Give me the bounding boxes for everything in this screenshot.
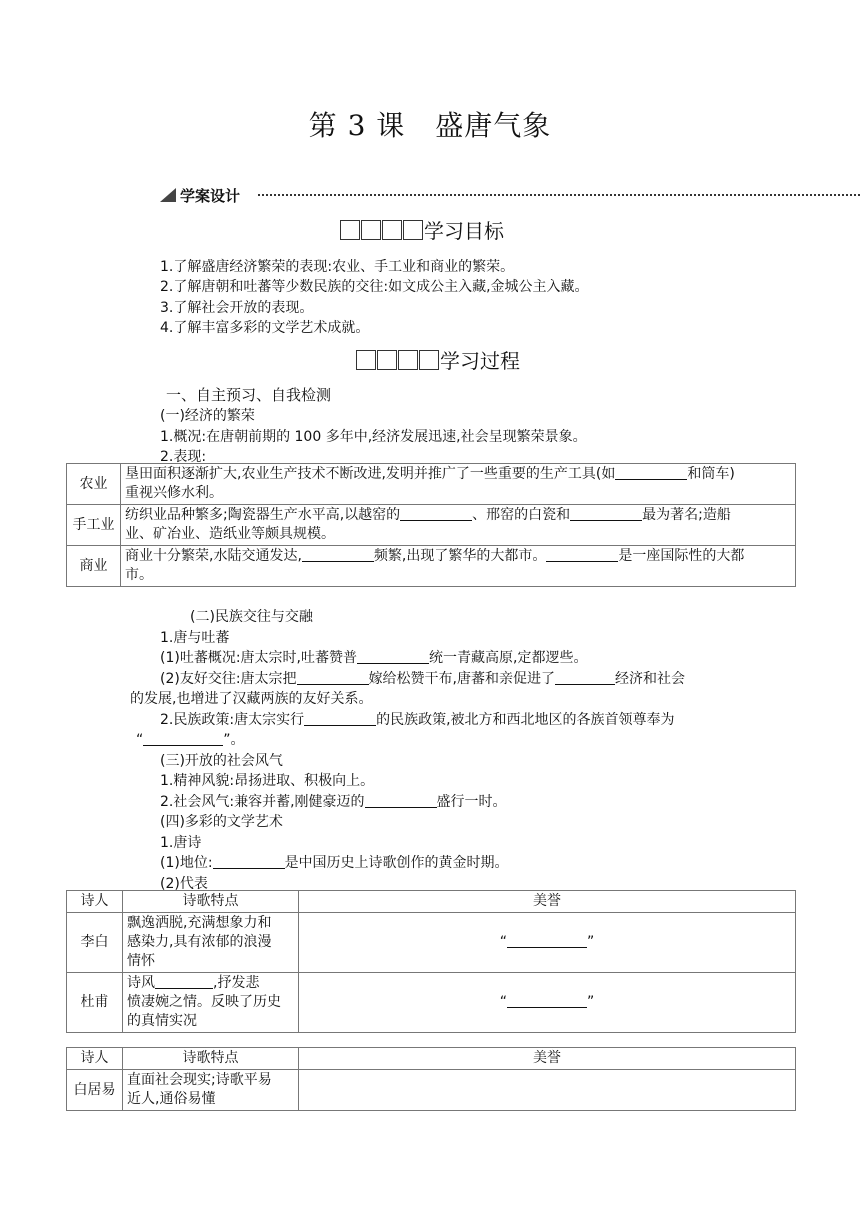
ethnic-line-6: “ ”。 xyxy=(136,732,245,748)
box-icon xyxy=(356,350,376,370)
section-bar xyxy=(160,184,860,206)
table-header-row xyxy=(67,891,796,913)
ethnic-line-2: (1)吐蕃概况:唐太宗时,吐蕃赞普 统一青藏高原,定都逻些。 xyxy=(160,650,588,666)
answer-blank[interactable] xyxy=(143,731,223,746)
process-heading: 学习过程 xyxy=(356,345,520,374)
goal-1: 1.了解盛唐经济繁荣的表现:农业、手工业和商业的繁荣。 xyxy=(160,259,515,275)
goal-3: 3.了解社会开放的表现。 xyxy=(160,300,314,316)
answer-blank[interactable] xyxy=(507,993,587,1008)
row-key: 商业 xyxy=(67,546,121,587)
econ-line-2: 2.表现: xyxy=(160,449,207,465)
row-content: 商业十分繁荣,水陆交通发达, 频繁,出现了繁华的大都市。 是一座国际性的大都 市。 xyxy=(121,546,796,587)
poet-features: 诗风 ,抒发悲 愤凄婉之情。反映了历史 的真情实况 xyxy=(123,973,299,1033)
box-icon xyxy=(382,220,402,240)
triangle-icon xyxy=(160,188,176,202)
answer-blank[interactable] xyxy=(155,974,213,989)
row-content: 垦田面积逐渐扩大,农业生产技术不断改进,发明并推广了一些重要的生产工具(如 和筒车) 重视兴修水利。 xyxy=(121,464,796,505)
table-row xyxy=(67,1070,796,1111)
answer-blank[interactable] xyxy=(365,793,437,808)
box-icon xyxy=(361,220,381,240)
page-title xyxy=(0,104,860,144)
answer-blank[interactable] xyxy=(400,506,472,521)
open-line-2: 2.社会风气:兼容并蓄,刚健豪迈的 盛行一时。 xyxy=(160,794,507,810)
ethnic-line-1: 1.唐与吐蕃 xyxy=(160,630,230,646)
table-row xyxy=(67,546,796,587)
part-heading: 一、自主预习、自我检测 xyxy=(166,386,332,404)
answer-blank[interactable] xyxy=(615,465,687,480)
goal-2: 2.了解唐朝和吐蕃等少数民族的交往:如文成公主入藏,金城公主入藏。 xyxy=(160,279,589,295)
box-icon xyxy=(419,350,439,370)
poet-name: 李白 xyxy=(67,913,123,973)
economy-table xyxy=(66,463,796,587)
poet-name: 杜甫 xyxy=(67,973,123,1033)
box-icon xyxy=(398,350,418,370)
poet-features: 飘逸洒脱,充满想象力和 感染力,具有浓郁的浪漫 情怀 xyxy=(123,913,299,973)
ethnic-line-5: 2.民族政策:唐太宗实行 的民族政策,被北方和西北地区的各族首领尊奉为 xyxy=(160,712,675,728)
answer-blank[interactable] xyxy=(302,547,374,562)
poets-table-1 xyxy=(66,890,796,1033)
lesson-number: 第 3 课 xyxy=(308,109,406,142)
econ-heading: (一)经济的繁荣 xyxy=(160,408,255,424)
table-row xyxy=(67,464,796,505)
row-content: 纺织业品种繁多;陶瓷器生产水平高,以越窑的 、邢窑的白瓷和 最为著名;造船 业、矿冶业、造纸业等颇具规模。 xyxy=(121,505,796,546)
col-header: 诗歌特点 xyxy=(123,1048,299,1070)
box-icon xyxy=(377,350,397,370)
poet-name: 白居易 xyxy=(67,1070,123,1111)
answer-blank[interactable] xyxy=(213,854,285,869)
col-header: 诗歌特点 xyxy=(123,891,299,913)
box-icon xyxy=(340,220,360,240)
open-heading: (三)开放的社会风气 xyxy=(160,753,283,769)
table-row xyxy=(67,505,796,546)
section-label: 学案设计 xyxy=(180,187,241,205)
answer-blank[interactable] xyxy=(304,711,376,726)
answer-blank[interactable] xyxy=(507,933,587,948)
poet-title: “ ” xyxy=(299,973,796,1033)
table-row xyxy=(67,913,796,973)
answer-blank[interactable] xyxy=(546,547,618,562)
lesson-name: 盛唐气象 xyxy=(435,109,552,142)
answer-blank[interactable] xyxy=(570,506,642,521)
col-header: 诗人 xyxy=(67,891,123,913)
poet-features: 直面社会现实;诗歌平易 近人,通俗易懂 xyxy=(123,1070,299,1111)
poets-table-2 xyxy=(66,1047,796,1111)
art-heading: (四)多彩的文学艺术 xyxy=(160,814,283,830)
poet-title xyxy=(299,1070,796,1111)
dotted-divider xyxy=(258,194,860,196)
row-key: 农业 xyxy=(67,464,121,505)
box-icon xyxy=(403,220,423,240)
col-header: 诗人 xyxy=(67,1048,123,1070)
art-line-2: (1)地位: 是中国历史上诗歌创作的黄金时期。 xyxy=(160,855,509,871)
answer-blank[interactable] xyxy=(297,670,369,685)
goal-4: 4.了解丰富多彩的文学艺术成就。 xyxy=(160,320,370,336)
answer-blank[interactable] xyxy=(555,670,615,685)
table-header-row xyxy=(67,1048,796,1070)
answer-blank[interactable] xyxy=(357,649,429,664)
open-line-1: 1.精神风貌:昂扬进取、积极向上。 xyxy=(160,773,375,789)
row-key: 手工业 xyxy=(67,505,121,546)
poet-title: “ ” xyxy=(299,913,796,973)
col-header: 美誉 xyxy=(299,891,796,913)
econ-line-1: 1.概况:在唐朝前期的 100 多年中,经济发展迅速,社会呈现繁荣景象。 xyxy=(160,429,587,445)
ethnic-heading: (二)民族交往与交融 xyxy=(190,609,313,625)
ethnic-line-3: (2)友好交往:唐太宗把 嫁给松赞干布,唐蕃和亲促进了 经济和社会 xyxy=(160,671,686,687)
table-row xyxy=(67,973,796,1033)
ethnic-line-4: 的发展,也增进了汉藏两族的友好关系。 xyxy=(130,691,373,707)
col-header: 美誉 xyxy=(299,1048,796,1070)
art-line-1: 1.唐诗 xyxy=(160,835,202,851)
art-line-3: (2)代表 xyxy=(160,876,208,892)
goals-heading: 学习目标 xyxy=(340,215,504,244)
